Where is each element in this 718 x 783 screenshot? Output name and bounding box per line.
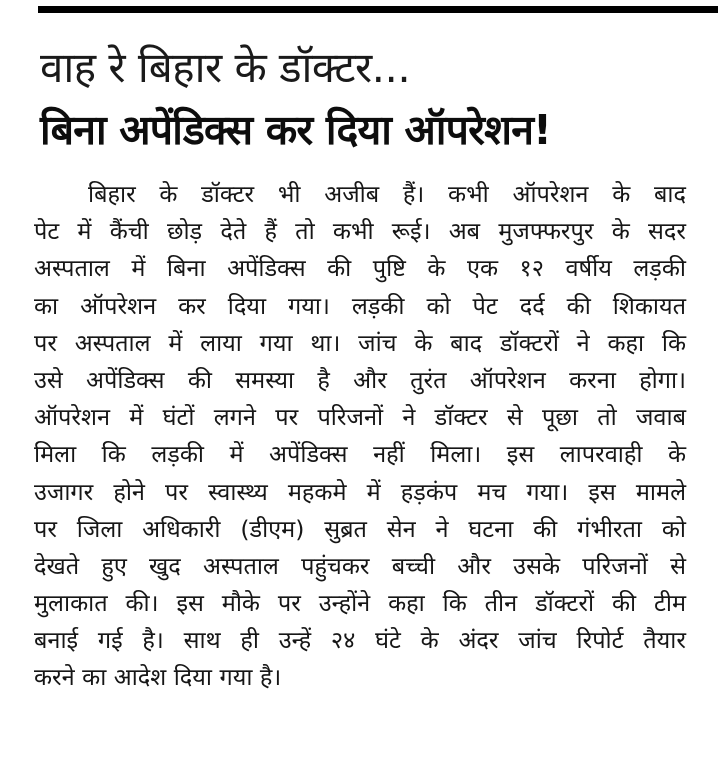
headline-kicker: वाह रे बिहार के डॉक्टर... — [40, 43, 411, 92]
body-line: देखते हुए खुद अस्पताल पहुंचकर बच्ची और उसके परिजनों से — [34, 551, 686, 580]
top-divider-rule — [38, 6, 718, 13]
body-line: पर जिला अधिकारी (डीएम) सुब्रत सेन ने घटना की गंभीरता को — [34, 514, 686, 543]
body-line: ऑपरेशन में घंटों लगने पर परिजनों ने डॉक्टर से पूछा तो जवाब — [34, 403, 686, 432]
body-line: का ऑपरेशन कर दिया गया। लड़की को पेट दर्द की शिकायत — [34, 291, 686, 320]
body-line: उजागर होने पर स्वास्थ्य महकमे में हड़कंप मच गया। इस मामले — [34, 477, 686, 506]
body-line: बिहार के डॉक्टर भी अजीब हैं। कभी ऑपरेशन के बाद — [88, 180, 686, 208]
body-line: उसे अपेंडिक्स की समस्या है और तुरंत ऑपरेशन करना होगा। — [34, 365, 686, 394]
body-line: मिला कि लड़की में अपेंडिक्स नहीं मिला। इस लापरवाही के — [34, 440, 686, 469]
headline-main: बिना अपेंडिक्स कर दिया ऑपरेशन! — [40, 106, 552, 154]
body-line: करने का आदेश दिया गया है। — [34, 663, 282, 692]
article-headline — [40, 38, 710, 162]
article-body — [34, 176, 686, 697]
body-line: पर अस्पताल में लाया गया था। जांच के बाद डॉक्टरों ने कहा कि — [34, 328, 686, 357]
body-line: बनाई गई है। साथ ही उन्हें २४ घंटे के अंदर जांच रिपोर्ट तैयार — [34, 626, 686, 655]
body-line: मुलाकात की। इस मौके पर उन्होंने कहा कि तीन डॉक्टरों की टीम — [34, 589, 686, 618]
body-line: पेट में कैंची छोड़ देते हैं तो कभी रूई। अब मुजफ्फरपुर के सदर — [34, 217, 686, 246]
body-line: अस्पताल में बिना अपेंडिक्स की पुष्टि के एक १२ वर्षीय लड़की — [34, 254, 686, 283]
